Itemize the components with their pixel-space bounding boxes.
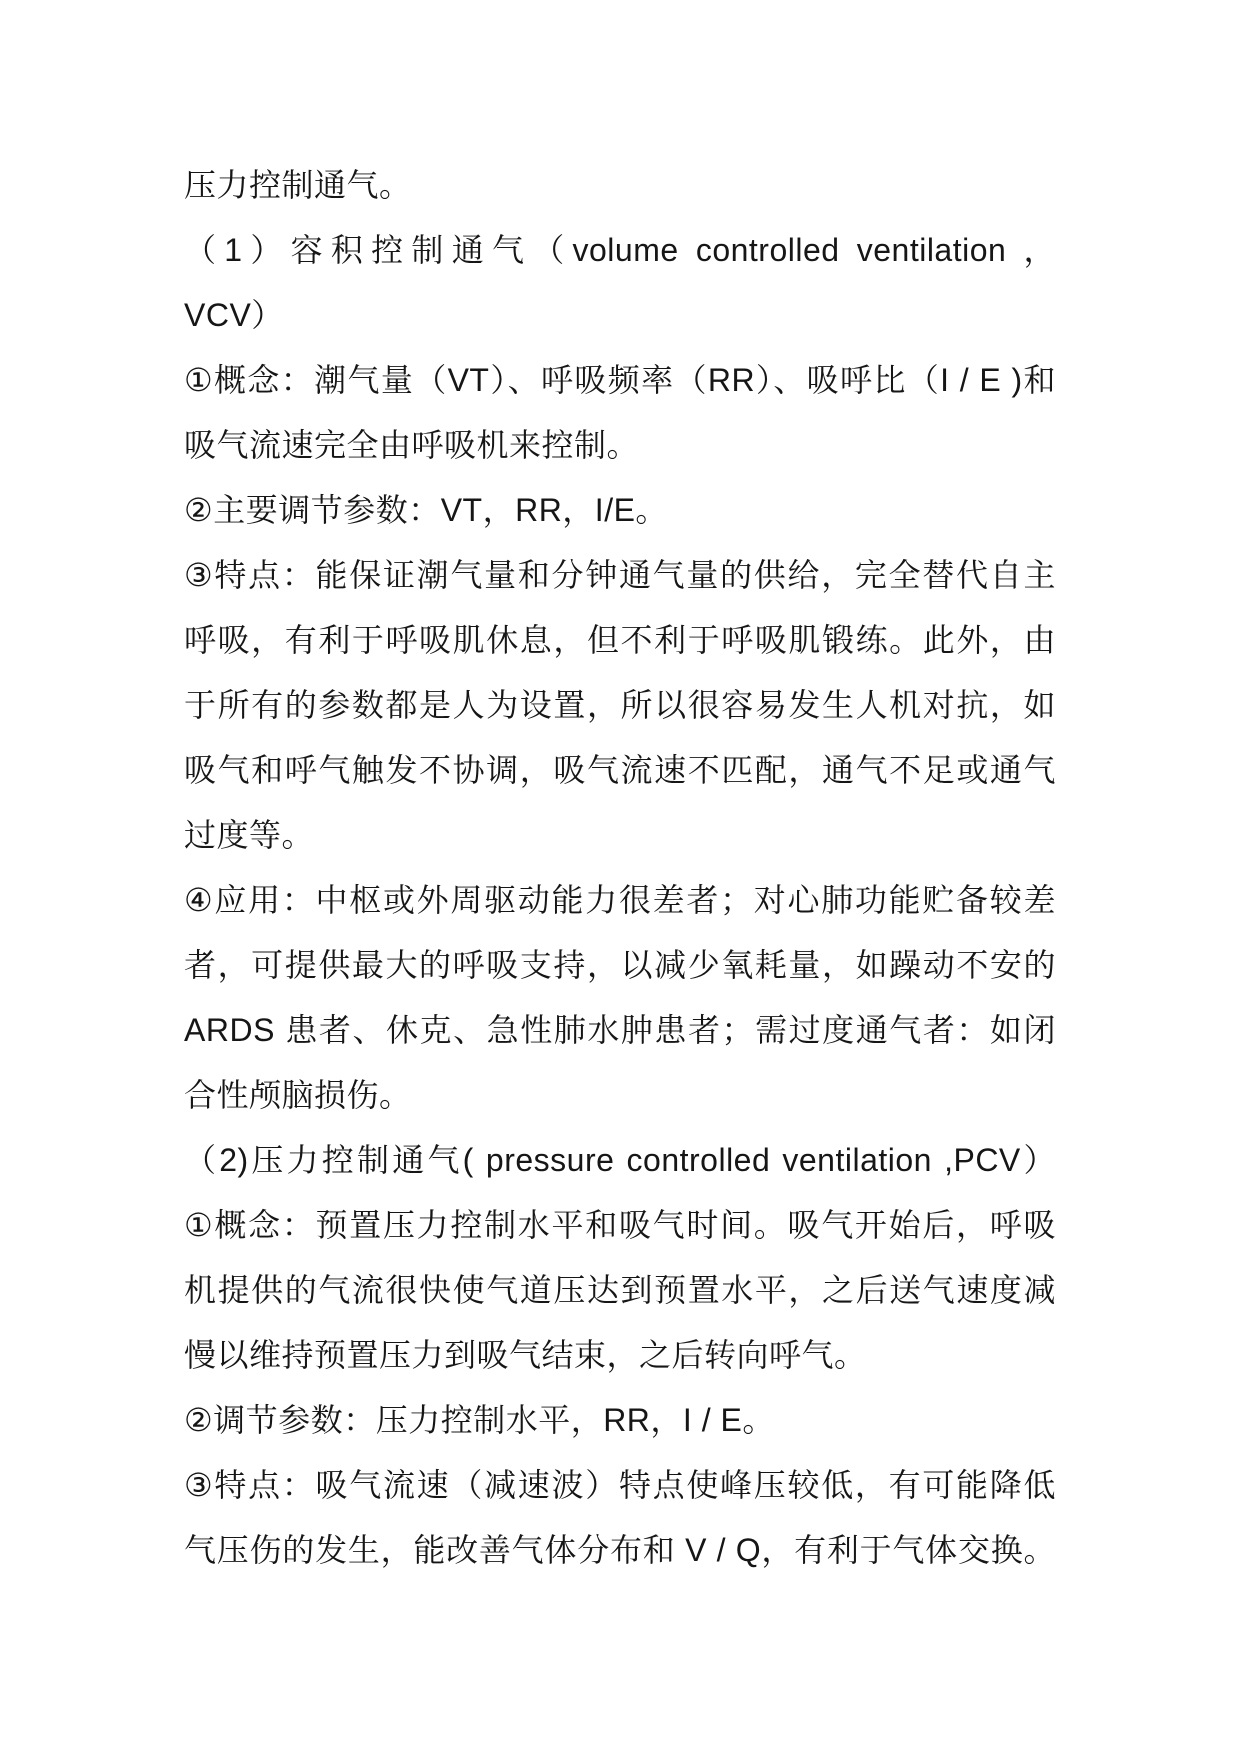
text-line: 机提供的气流很快使气道压达到预置水平，之后送气速度减: [184, 1272, 1056, 1308]
text-line: （2)压力控制通气( pressure controlled ventilation ,PCV）: [184, 1142, 1056, 1178]
text-line: ②调节参数：压力控制水平，RR，I / E。: [184, 1402, 775, 1438]
text-line: 过度等。: [184, 817, 315, 853]
text-line: 气压伤的发生，能改善气体分布和 V / Q，有利于气体交换。: [184, 1532, 1056, 1568]
text-line: ③特点：吸气流速（减速波）特点使峰压较低，有可能降低: [184, 1467, 1056, 1503]
text-line: 呼吸，有利于呼吸肌休息，但不利于呼吸肌锻练。此外，由: [184, 622, 1056, 658]
text-line: 者，可提供最大的呼吸支持，以减少氧耗量，如躁动不安的: [184, 947, 1056, 983]
text-line: ①概念：预置压力控制水平和吸气时间。吸气开始后，呼吸: [184, 1207, 1056, 1243]
text-line: （1）容积控制通气（volume controlled ventilation ，: [184, 232, 1056, 268]
text-line: 于所有的参数都是人为设置，所以很容易发生人机对抗，如: [184, 687, 1056, 723]
text-line: ARDS 患者、休克、急性肺水肿患者；需过度通气者：如闭: [184, 1012, 1056, 1048]
text-line: 合性颅脑损伤。: [184, 1077, 412, 1113]
text-line: ④应用：中枢或外周驱动能力很差者；对心肺功能贮备较差: [184, 882, 1056, 918]
text-line: ①概念：潮气量（VT）、呼吸频率（RR）、吸呼比（I / E )和: [184, 362, 1056, 398]
text-line: 慢以维持预置压力到吸气结束，之后转向呼气。: [184, 1337, 867, 1373]
text-line: VCV）: [184, 297, 284, 333]
text-line: 压力控制通气。: [184, 167, 412, 203]
text-block: [184, 153, 1056, 1583]
text-line: ②主要调节参数：VT，RR，I/E。: [184, 492, 668, 528]
text-line: 吸气流速完全由呼吸机来控制。: [184, 427, 640, 463]
text-line: ③特点：能保证潮气量和分钟通气量的供给，完全替代自主: [184, 557, 1056, 593]
text-line: 吸气和呼气触发不协调，吸气流速不匹配，通气不足或通气: [184, 752, 1056, 788]
